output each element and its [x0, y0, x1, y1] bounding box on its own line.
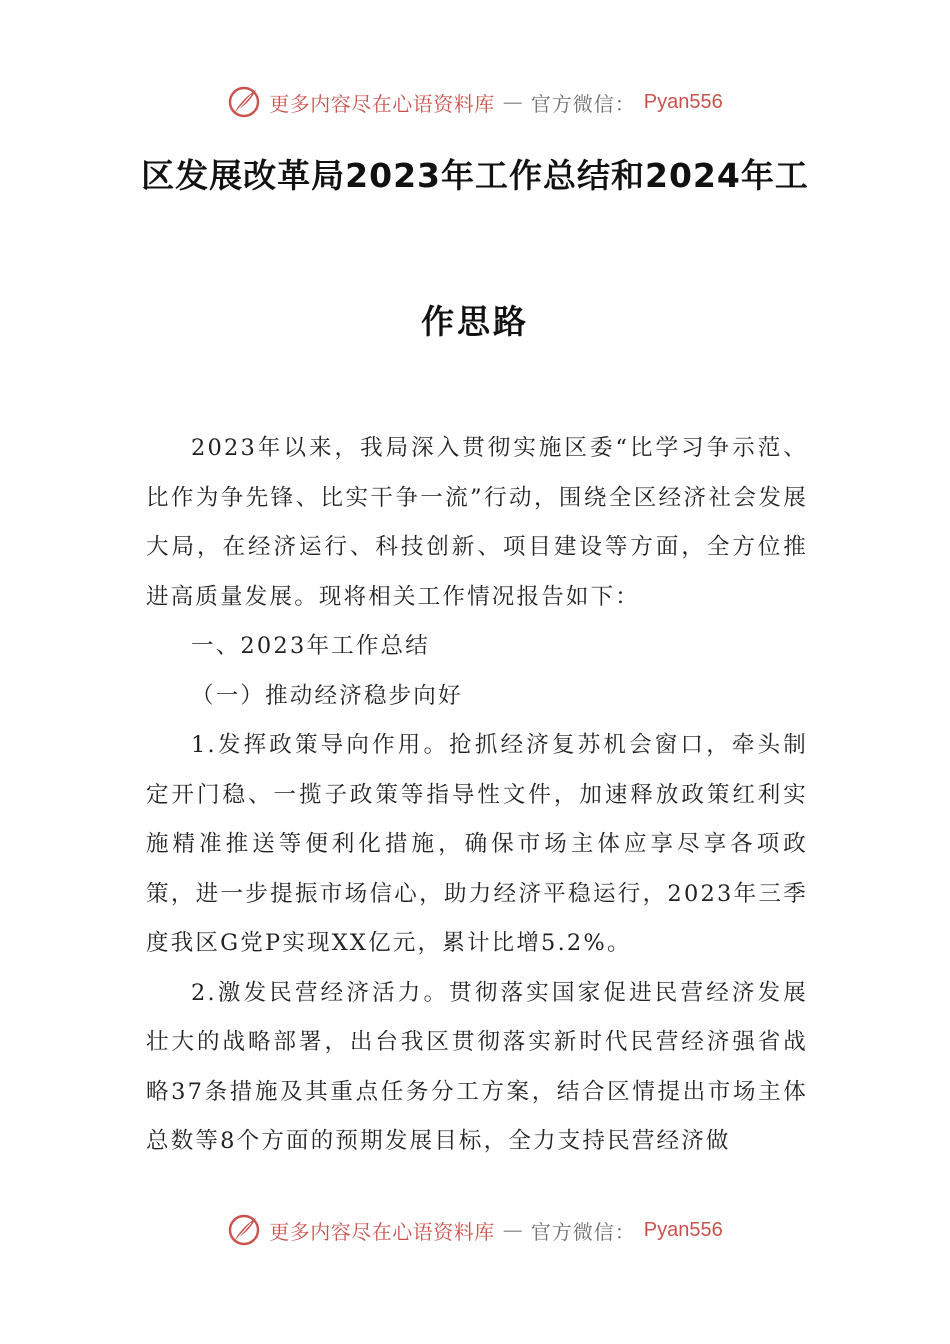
watermark-official: 官方微信： [530, 1219, 636, 1244]
quill-logo-icon [227, 1213, 261, 1247]
subsection-heading: （一）推动经济稳步向好 [191, 682, 463, 709]
section-heading: 一、2023年工作总结 [191, 633, 430, 659]
document-body [146, 424, 808, 1167]
watermark-separator: — [502, 90, 523, 114]
header-watermark [0, 82, 950, 122]
body-paragraph-policy: 1.发挥政策导向作用。抢抓经济复苏机会窗口，牵头制定开门稳、一揽子政策等指导性文件，加速释放政策红利实施精准推送等便利化措施，确保市场主体应享尽享各项政策，进一步提振市场信心，助力经济平稳运行，2023年三季度我区G党P实现XX亿元，累计比增5.2%。 [146, 732, 808, 956]
watermark-text: 更多内容尽在心语资料库 [269, 91, 495, 116]
document-title-line2: 作思路 [421, 302, 529, 341]
footer-watermark [0, 1210, 950, 1250]
document-title-line1: 区发展改革局2023年工作总结和2024年工 [141, 156, 809, 195]
watermark-id: Pyan556 [643, 90, 723, 113]
watermark-id: Pyan556 [643, 1218, 723, 1241]
watermark-text: 更多内容尽在心语资料库 [269, 1219, 495, 1244]
quill-logo-icon [227, 85, 261, 119]
watermark-separator: — [502, 1218, 523, 1242]
body-paragraph-private-economy: 2.激发民营经济活力。贯彻落实国家促进民营经济发展壮大的战略部署，出台我区贯彻落实新时代民营经济强省战略37条措施及其重点任务分工方案，结合区情提出市场主体总数等8个方面的预期发展目标，全力支持民营经济做 [146, 979, 808, 1154]
intro-paragraph: 2023年以来，我局深入贯彻实施区委“比学习争示范、比作为争先锋、比实干争一流”行动，围绕全区经济社会发展大局，在经济运行、科技创新、项目建设等方面，全方位推进高质量发展。现将相关工作情况报告如下： [146, 435, 808, 610]
watermark-official: 官方微信： [530, 91, 636, 116]
